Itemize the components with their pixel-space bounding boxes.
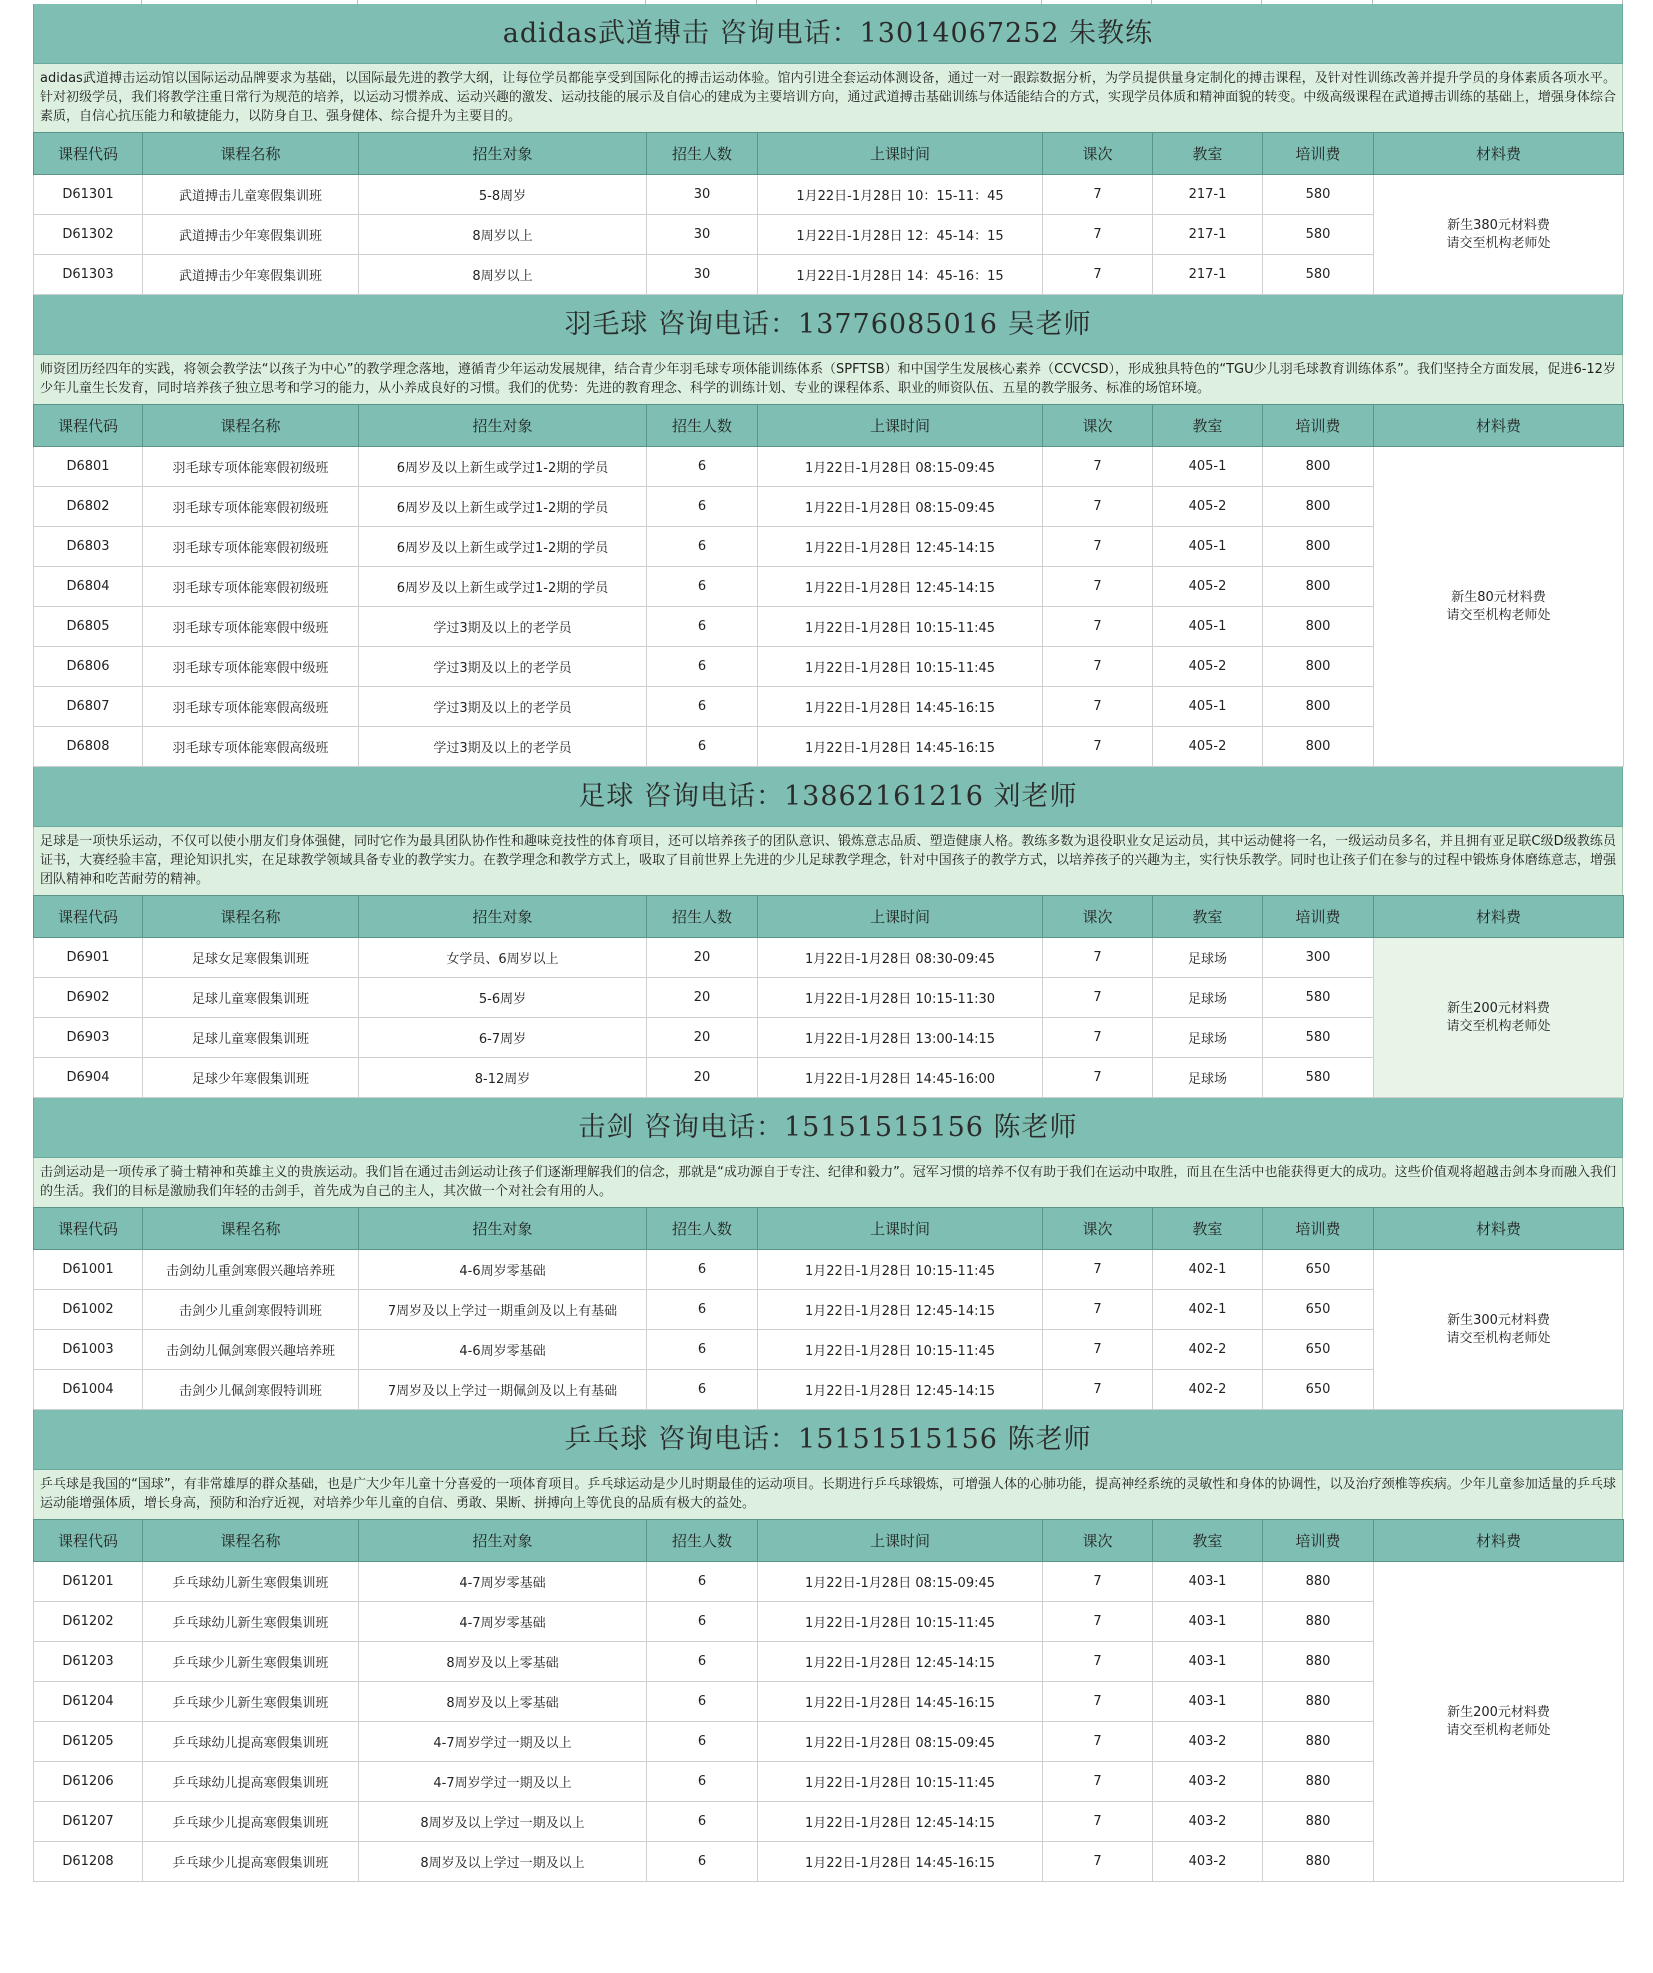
classroom: 403-2: [1153, 1842, 1263, 1882]
tuition-fee: 880: [1263, 1602, 1374, 1642]
session-count: 7: [1043, 567, 1153, 607]
enroll-count: 6: [647, 527, 758, 567]
tuition-fee: 800: [1263, 487, 1374, 527]
col-header-code: 课程代码: [34, 1520, 143, 1562]
enroll-count: 6: [647, 1250, 758, 1290]
course-name: 武道搏击少年寒假集训班: [143, 255, 359, 295]
enroll-count: 6: [647, 1330, 758, 1370]
enroll-count: 6: [647, 727, 758, 767]
course-code: D6802: [34, 487, 143, 527]
session-count: 7: [1043, 1642, 1153, 1682]
enroll-count: 20: [647, 978, 758, 1018]
enroll-target: 8-12周岁: [359, 1058, 647, 1098]
classroom: 403-1: [1153, 1642, 1263, 1682]
enroll-target: 4-7周岁零基础: [359, 1562, 647, 1602]
course-code: D6903: [34, 1018, 143, 1058]
course-code: D61202: [34, 1602, 143, 1642]
section-title: 足球 咨询电话：13862161216 刘老师: [33, 767, 1623, 827]
material-fee-note: 新生200元材料费 请交至机构老师处: [1374, 1562, 1624, 1882]
classroom: 403-2: [1153, 1802, 1263, 1842]
course-name: 羽毛球专项体能寒假高级班: [143, 687, 359, 727]
session-count: 7: [1043, 938, 1153, 978]
course-name: 武道搏击儿童寒假集训班: [143, 175, 359, 215]
col-header-fee: 培训费: [1263, 133, 1374, 175]
classroom: 217-1: [1153, 215, 1263, 255]
session-count: 7: [1043, 978, 1153, 1018]
course-name: 羽毛球专项体能寒假初级班: [143, 447, 359, 487]
class-time: 1月22日-1月28日 14：45-16：15: [758, 255, 1043, 295]
col-header-material: 材料费: [1374, 896, 1624, 938]
session-count: 7: [1043, 1250, 1153, 1290]
course-name: 击剑少儿重剑寒假特训班: [143, 1290, 359, 1330]
enroll-target: 8周岁及以上零基础: [359, 1682, 647, 1722]
enroll-count: 30: [647, 255, 758, 295]
class-time: 1月22日-1月28日 08:15-09:45: [758, 1562, 1043, 1602]
enroll-target: 8周岁以上: [359, 215, 647, 255]
session-count: 7: [1043, 1722, 1153, 1762]
course-table: [33, 132, 1624, 295]
course-code: D6808: [34, 727, 143, 767]
tuition-fee: 650: [1263, 1330, 1374, 1370]
course-section: [33, 295, 1623, 767]
tuition-fee: 580: [1263, 175, 1374, 215]
col-header-room: 教室: [1153, 896, 1263, 938]
col-header-room: 教室: [1153, 405, 1263, 447]
class-time: 1月22日-1月28日 12:45-14:15: [758, 567, 1043, 607]
table-header-row: [34, 133, 1624, 175]
course-name: 击剑幼儿重剑寒假兴趣培养班: [143, 1250, 359, 1290]
class-time: 1月22日-1月28日 10:15-11:30: [758, 978, 1043, 1018]
session-count: 7: [1043, 1762, 1153, 1802]
col-header-count: 招生人数: [647, 1520, 758, 1562]
tuition-fee: 880: [1263, 1842, 1374, 1882]
classroom: 足球场: [1153, 1058, 1263, 1098]
tuition-fee: 880: [1263, 1682, 1374, 1722]
col-header-sessions: 课次: [1043, 1520, 1153, 1562]
enroll-target: 5-6周岁: [359, 978, 647, 1018]
section-description: 击剑运动是一项传承了骑士精神和英雄主义的贵族运动。我们旨在通过击剑运动让孩子们逐渐理解我们的信念，那就是“成功源自于专注、纪律和毅力”。冠军习惯的培养不仅有助于我们在运动中取胜，而且在生活中也能获得更大的成功。这些价值观将超越击剑本身而融入我们的生活。我们的目标是激励我们年轻的击剑手，首先成为自己的主人，其次做一个对社会有用的人。: [33, 1158, 1623, 1207]
enroll-count: 6: [647, 447, 758, 487]
session-count: 7: [1043, 255, 1153, 295]
table-header-row: [34, 405, 1624, 447]
section-description: adidas武道搏击运动馆以国际运动品牌要求为基础，以国际最先进的教学大纲，让每位学员都能享受到国际化的搏击运动体验。馆内引进全套运动体测设备，通过一对一跟踪数据分析，为学员提供量身定制化的搏击课程，及针对性训练改善并提升学员的身体素质各项水平。针对初级学员，我们将教学注重日常行为规范的培养，以运动习惯养成、运动兴趣的激发、运动技能的展示及自信心的建成为主要培训方向，通过武道搏击基础训练与体适能结合的方式，实现学员体质和精神面貌的转变。中级高级课程在武道搏击训练的基础上，增强身体综合素质，自信心抗压能力和敏捷能力，以防身自卫、强身健体、综合提升为主要目的。: [33, 64, 1623, 132]
col-header-count: 招生人数: [647, 1208, 758, 1250]
classroom: 足球场: [1153, 938, 1263, 978]
course-code: D6807: [34, 687, 143, 727]
enroll-count: 6: [647, 567, 758, 607]
course-name: 乒乓球幼儿新生寒假集训班: [143, 1562, 359, 1602]
class-time: 1月22日-1月28日 12:45-14:15: [758, 1642, 1043, 1682]
session-count: 7: [1043, 527, 1153, 567]
class-time: 1月22日-1月28日 10:15-11:45: [758, 607, 1043, 647]
tuition-fee: 650: [1263, 1370, 1374, 1410]
tuition-fee: 300: [1263, 938, 1374, 978]
classroom: 足球场: [1153, 978, 1263, 1018]
course-code: D61205: [34, 1722, 143, 1762]
enroll-count: 6: [647, 1290, 758, 1330]
course-code: D6805: [34, 607, 143, 647]
col-header-count: 招生人数: [647, 133, 758, 175]
enroll-target: 6周岁及以上新生或学过1-2期的学员: [359, 447, 647, 487]
classroom: 402-2: [1153, 1330, 1263, 1370]
enroll-target: 7周岁及以上学过一期重剑及以上有基础: [359, 1290, 647, 1330]
tuition-fee: 880: [1263, 1762, 1374, 1802]
session-count: 7: [1043, 1330, 1153, 1370]
course-section: [33, 4, 1623, 295]
col-header-sessions: 课次: [1043, 133, 1153, 175]
tuition-fee: 800: [1263, 607, 1374, 647]
enroll-count: 6: [647, 1682, 758, 1722]
enroll-count: 6: [647, 1802, 758, 1842]
course-code: D61206: [34, 1762, 143, 1802]
course-table: [33, 1207, 1624, 1410]
enroll-target: 学过3期及以上的老学员: [359, 687, 647, 727]
course-code: D6806: [34, 647, 143, 687]
col-header-target: 招生对象: [359, 133, 647, 175]
enroll-target: 8周岁以上: [359, 255, 647, 295]
enroll-count: 6: [647, 487, 758, 527]
course-name: 乒乓球幼儿提高寒假集训班: [143, 1762, 359, 1802]
enroll-count: 30: [647, 175, 758, 215]
col-header-name: 课程名称: [143, 1520, 359, 1562]
class-time: 1月22日-1月28日 08:30-09:45: [758, 938, 1043, 978]
class-time: 1月22日-1月28日 10:15-11:45: [758, 1250, 1043, 1290]
section-description: 师资团历经四年的实践，将领会教学法“以孩子为中心”的教学理念落地，遵循青少年运动发展规律，结合青少年羽毛球专项体能训练体系（SPFTSB）和中国学生发展核心素养（CCVCSD），形成独具特色的“TGU少儿羽毛球教育训练体系”。我们坚持全方面发展，促进6-12岁少年儿童生长发育，同时培养孩子独立思考和学习的能力，从小养成良好的习惯。我们的优势：先进的教育理念、科学的训练计划、专业的课程体系、职业的师资队伍、五星的教学服务、标准的场馆环境。: [33, 355, 1623, 404]
course-table: [33, 1519, 1624, 1882]
course-code: D6803: [34, 527, 143, 567]
tuition-fee: 580: [1263, 215, 1374, 255]
session-count: 7: [1043, 447, 1153, 487]
session-count: 7: [1043, 1682, 1153, 1722]
table-row: [34, 447, 1624, 487]
enroll-target: 6周岁及以上新生或学过1-2期的学员: [359, 527, 647, 567]
tuition-fee: 880: [1263, 1722, 1374, 1762]
course-code: D61302: [34, 215, 143, 255]
material-fee-note: 新生300元材料费 请交至机构老师处: [1374, 1250, 1624, 1410]
session-count: 7: [1043, 1018, 1153, 1058]
class-time: 1月22日-1月28日 14:45-16:15: [758, 1682, 1043, 1722]
classroom: 403-2: [1153, 1762, 1263, 1802]
class-time: 1月22日-1月28日 14:45-16:00: [758, 1058, 1043, 1098]
course-code: D61203: [34, 1642, 143, 1682]
col-header-time: 上课时间: [758, 1520, 1043, 1562]
class-time: 1月22日-1月28日 10:15-11:45: [758, 647, 1043, 687]
col-header-code: 课程代码: [34, 896, 143, 938]
enroll-target: 4-7周岁学过一期及以上: [359, 1762, 647, 1802]
course-name: 乒乓球幼儿新生寒假集训班: [143, 1602, 359, 1642]
col-header-fee: 培训费: [1263, 1208, 1374, 1250]
classroom: 402-2: [1153, 1370, 1263, 1410]
session-count: 7: [1043, 1290, 1153, 1330]
sections-container: [33, 4, 1623, 1882]
classroom: 403-2: [1153, 1722, 1263, 1762]
classroom: 405-1: [1153, 687, 1263, 727]
session-count: 7: [1043, 487, 1153, 527]
course-code: D6801: [34, 447, 143, 487]
class-time: 1月22日-1月28日 08:15-09:45: [758, 447, 1043, 487]
col-header-time: 上课时间: [758, 1208, 1043, 1250]
course-code: D61003: [34, 1330, 143, 1370]
section-title: 乒乓球 咨询电话：15151515156 陈老师: [33, 1410, 1623, 1470]
table-row: [34, 175, 1624, 215]
classroom: 405-1: [1153, 447, 1263, 487]
table-header-row: [34, 1208, 1624, 1250]
course-code: D61207: [34, 1802, 143, 1842]
section-title: adidas武道搏击 咨询电话：13014067252 朱教练: [33, 4, 1623, 64]
course-section: [33, 1098, 1623, 1410]
course-code: D61001: [34, 1250, 143, 1290]
col-header-name: 课程名称: [143, 1208, 359, 1250]
course-name: 羽毛球专项体能寒假中级班: [143, 647, 359, 687]
class-time: 1月22日-1月28日 10:15-11:45: [758, 1330, 1043, 1370]
enroll-target: 4-7周岁零基础: [359, 1602, 647, 1642]
enroll-count: 6: [647, 1642, 758, 1682]
tuition-fee: 650: [1263, 1250, 1374, 1290]
col-header-fee: 培训费: [1263, 1520, 1374, 1562]
tuition-fee: 580: [1263, 1058, 1374, 1098]
session-count: 7: [1043, 1058, 1153, 1098]
enroll-target: 学过3期及以上的老学员: [359, 607, 647, 647]
enroll-count: 20: [647, 1018, 758, 1058]
col-header-room: 教室: [1153, 133, 1263, 175]
classroom: 217-1: [1153, 255, 1263, 295]
course-code: D61208: [34, 1842, 143, 1882]
course-name: 乒乓球少儿提高寒假集训班: [143, 1842, 359, 1882]
enroll-target: 8周岁及以上零基础: [359, 1642, 647, 1682]
section-description: 乒乓球是我国的“国球”，有非常雄厚的群众基础，也是广大少年儿童十分喜爱的一项体育项目。乒乓球运动是少儿时期最佳的运动项目。长期进行乒乓球锻炼，可增强人体的心肺功能，提高神经系统的灵敏性和身体的协调性，以及治疗颈椎等疾病。少年儿童参加适量的乒乓球运动能增强体质，增长身高，预防和治疗近视，对培养少年儿童的自信、勇敢、果断、拼搏向上等优良的品质有极大的益处。: [33, 1470, 1623, 1519]
session-count: 7: [1043, 1842, 1153, 1882]
session-count: 7: [1043, 175, 1153, 215]
table-row: [34, 1250, 1624, 1290]
col-header-material: 材料费: [1374, 405, 1624, 447]
col-header-code: 课程代码: [34, 405, 143, 447]
course-code: D6804: [34, 567, 143, 607]
course-name: 羽毛球专项体能寒假初级班: [143, 487, 359, 527]
class-time: 1月22日-1月28日 14:45-16:15: [758, 687, 1043, 727]
course-name: 乒乓球少儿提高寒假集训班: [143, 1802, 359, 1842]
tuition-fee: 880: [1263, 1562, 1374, 1602]
class-time: 1月22日-1月28日 08:15-09:45: [758, 1722, 1043, 1762]
enroll-count: 6: [647, 1762, 758, 1802]
tuition-fee: 580: [1263, 255, 1374, 295]
table-header-row: [34, 1520, 1624, 1562]
material-fee-note: 新生200元材料费 请交至机构老师处: [1374, 938, 1624, 1098]
course-code: D6902: [34, 978, 143, 1018]
course-schedule-page: [33, 0, 1623, 1882]
enroll-count: 6: [647, 1842, 758, 1882]
course-code: D61204: [34, 1682, 143, 1722]
col-header-sessions: 课次: [1043, 896, 1153, 938]
enroll-count: 6: [647, 647, 758, 687]
course-name: 击剑少儿佩剑寒假特训班: [143, 1370, 359, 1410]
tuition-fee: 580: [1263, 978, 1374, 1018]
classroom: 403-1: [1153, 1562, 1263, 1602]
class-time: 1月22日-1月28日 14:45-16:15: [758, 1842, 1043, 1882]
course-name: 足球女足寒假集训班: [143, 938, 359, 978]
session-count: 7: [1043, 727, 1153, 767]
course-name: 乒乓球幼儿提高寒假集训班: [143, 1722, 359, 1762]
session-count: 7: [1043, 647, 1153, 687]
classroom: 405-2: [1153, 727, 1263, 767]
classroom: 405-2: [1153, 647, 1263, 687]
classroom: 402-1: [1153, 1250, 1263, 1290]
course-name: 羽毛球专项体能寒假初级班: [143, 567, 359, 607]
course-name: 武道搏击少年寒假集训班: [143, 215, 359, 255]
session-count: 7: [1043, 607, 1153, 647]
enroll-target: 6-7周岁: [359, 1018, 647, 1058]
course-name: 羽毛球专项体能寒假中级班: [143, 607, 359, 647]
col-header-name: 课程名称: [143, 405, 359, 447]
tuition-fee: 800: [1263, 567, 1374, 607]
enroll-target: 学过3期及以上的老学员: [359, 727, 647, 767]
class-time: 1月22日-1月28日 08:15-09:45: [758, 487, 1043, 527]
col-header-count: 招生人数: [647, 896, 758, 938]
course-name: 足球儿童寒假集训班: [143, 1018, 359, 1058]
col-header-name: 课程名称: [143, 133, 359, 175]
class-time: 1月22日-1月28日 12:45-14:15: [758, 527, 1043, 567]
course-section: [33, 1410, 1623, 1882]
enroll-count: 6: [647, 1722, 758, 1762]
course-table: [33, 895, 1624, 1098]
course-code: D61303: [34, 255, 143, 295]
course-name: 羽毛球专项体能寒假高级班: [143, 727, 359, 767]
col-header-material: 材料费: [1374, 1520, 1624, 1562]
section-title: 击剑 咨询电话：15151515156 陈老师: [33, 1098, 1623, 1158]
class-time: 1月22日-1月28日 13:00-14:15: [758, 1018, 1043, 1058]
course-section: [33, 767, 1623, 1098]
course-name: 足球儿童寒假集训班: [143, 978, 359, 1018]
course-code: D6901: [34, 938, 143, 978]
classroom: 405-1: [1153, 527, 1263, 567]
section-title: 羽毛球 咨询电话：13776085016 吴老师: [33, 295, 1623, 355]
enroll-count: 20: [647, 938, 758, 978]
enroll-target: 8周岁及以上学过一期及以上: [359, 1842, 647, 1882]
class-time: 1月22日-1月28日 10:15-11:45: [758, 1602, 1043, 1642]
enroll-target: 6周岁及以上新生或学过1-2期的学员: [359, 487, 647, 527]
class-time: 1月22日-1月28日 12：45-14：15: [758, 215, 1043, 255]
tuition-fee: 880: [1263, 1802, 1374, 1842]
enroll-target: 6周岁及以上新生或学过1-2期的学员: [359, 567, 647, 607]
enroll-target: 4-6周岁零基础: [359, 1330, 647, 1370]
tuition-fee: 800: [1263, 527, 1374, 567]
col-header-material: 材料费: [1374, 1208, 1624, 1250]
enroll-count: 6: [647, 607, 758, 647]
col-header-sessions: 课次: [1043, 405, 1153, 447]
classroom: 405-2: [1153, 567, 1263, 607]
col-header-time: 上课时间: [758, 405, 1043, 447]
course-name: 乒乓球少儿新生寒假集训班: [143, 1682, 359, 1722]
session-count: 7: [1043, 1370, 1153, 1410]
tuition-fee: 800: [1263, 727, 1374, 767]
enroll-count: 30: [647, 215, 758, 255]
tuition-fee: 650: [1263, 1290, 1374, 1330]
course-code: D61004: [34, 1370, 143, 1410]
col-header-room: 教室: [1153, 1520, 1263, 1562]
enroll-count: 20: [647, 1058, 758, 1098]
classroom: 足球场: [1153, 1018, 1263, 1058]
class-time: 1月22日-1月28日 12:45-14:15: [758, 1370, 1043, 1410]
course-code: D6904: [34, 1058, 143, 1098]
col-header-time: 上课时间: [758, 133, 1043, 175]
section-description: 足球是一项快乐运动，不仅可以使小朋友们身体强健，同时它作为最具团队协作性和趣味竞技性的体育项目，还可以培养孩子的团队意识、锻炼意志品质、塑造健康人格。教练多数为退役职业女足运动员，其中运动健将一名，一级运动员多名，并且拥有亚足联C级D级教练员证书，大赛经验丰富，理论知识扎实，在足球教学领域具备专业的教学实力。在教学理念和教学方式上，吸取了目前世界上先进的少儿足球教学理念，针对中国孩子的教学方式，以培养孩子的兴趣为主，实行快乐教学。同时也让孩子们在参与的过程中锻炼身体磨练意志，增强团队精神和吃苦耐劳的精神。: [33, 827, 1623, 895]
classroom: 403-1: [1153, 1602, 1263, 1642]
enroll-count: 6: [647, 1602, 758, 1642]
material-fee-note: 新生80元材料费 请交至机构老师处: [1374, 447, 1624, 767]
col-header-material: 材料费: [1374, 133, 1624, 175]
classroom: 403-1: [1153, 1682, 1263, 1722]
col-header-room: 教室: [1153, 1208, 1263, 1250]
class-time: 1月22日-1月28日 14:45-16:15: [758, 727, 1043, 767]
classroom: 217-1: [1153, 175, 1263, 215]
tuition-fee: 800: [1263, 447, 1374, 487]
table-header-row: [34, 896, 1624, 938]
enroll-target: 8周岁及以上学过一期及以上: [359, 1802, 647, 1842]
enroll-count: 6: [647, 1370, 758, 1410]
col-header-name: 课程名称: [143, 896, 359, 938]
class-time: 1月22日-1月28日 12:45-14:15: [758, 1290, 1043, 1330]
col-header-fee: 培训费: [1263, 405, 1374, 447]
col-header-target: 招生对象: [359, 896, 647, 938]
enroll-count: 6: [647, 1562, 758, 1602]
course-name: 足球少年寒假集训班: [143, 1058, 359, 1098]
col-header-count: 招生人数: [647, 405, 758, 447]
enroll-target: 女学员、6周岁以上: [359, 938, 647, 978]
session-count: 7: [1043, 1602, 1153, 1642]
course-name: 击剑幼儿佩剑寒假兴趣培养班: [143, 1330, 359, 1370]
course-table: [33, 404, 1624, 767]
classroom: 405-1: [1153, 607, 1263, 647]
col-header-fee: 培训费: [1263, 896, 1374, 938]
classroom: 402-1: [1153, 1290, 1263, 1330]
enroll-target: 4-7周岁学过一期及以上: [359, 1722, 647, 1762]
col-header-target: 招生对象: [359, 1208, 647, 1250]
class-time: 1月22日-1月28日 10:15-11:45: [758, 1762, 1043, 1802]
course-name: 乒乓球少儿新生寒假集训班: [143, 1642, 359, 1682]
course-code: D61201: [34, 1562, 143, 1602]
enroll-target: 4-6周岁零基础: [359, 1250, 647, 1290]
table-row: [34, 1562, 1624, 1602]
col-header-time: 上课时间: [758, 896, 1043, 938]
class-time: 1月22日-1月28日 12:45-14:15: [758, 1802, 1043, 1842]
session-count: 7: [1043, 687, 1153, 727]
table-row: [34, 938, 1624, 978]
enroll-count: 6: [647, 687, 758, 727]
session-count: 7: [1043, 1802, 1153, 1842]
enroll-target: 5-8周岁: [359, 175, 647, 215]
enroll-target: 7周岁及以上学过一期佩剑及以上有基础: [359, 1370, 647, 1410]
classroom: 405-2: [1153, 487, 1263, 527]
material-fee-note: 新生380元材料费 请交至机构老师处: [1374, 175, 1624, 295]
enroll-target: 学过3期及以上的老学员: [359, 647, 647, 687]
col-header-target: 招生对象: [359, 405, 647, 447]
course-code: D61002: [34, 1290, 143, 1330]
course-name: 羽毛球专项体能寒假初级班: [143, 527, 359, 567]
session-count: 7: [1043, 215, 1153, 255]
tuition-fee: 800: [1263, 687, 1374, 727]
class-time: 1月22日-1月28日 10：15-11：45: [758, 175, 1043, 215]
tuition-fee: 880: [1263, 1642, 1374, 1682]
col-header-target: 招生对象: [359, 1520, 647, 1562]
col-header-code: 课程代码: [34, 133, 143, 175]
col-header-code: 课程代码: [34, 1208, 143, 1250]
tuition-fee: 580: [1263, 1018, 1374, 1058]
course-code: D61301: [34, 175, 143, 215]
tuition-fee: 800: [1263, 647, 1374, 687]
session-count: 7: [1043, 1562, 1153, 1602]
col-header-sessions: 课次: [1043, 1208, 1153, 1250]
